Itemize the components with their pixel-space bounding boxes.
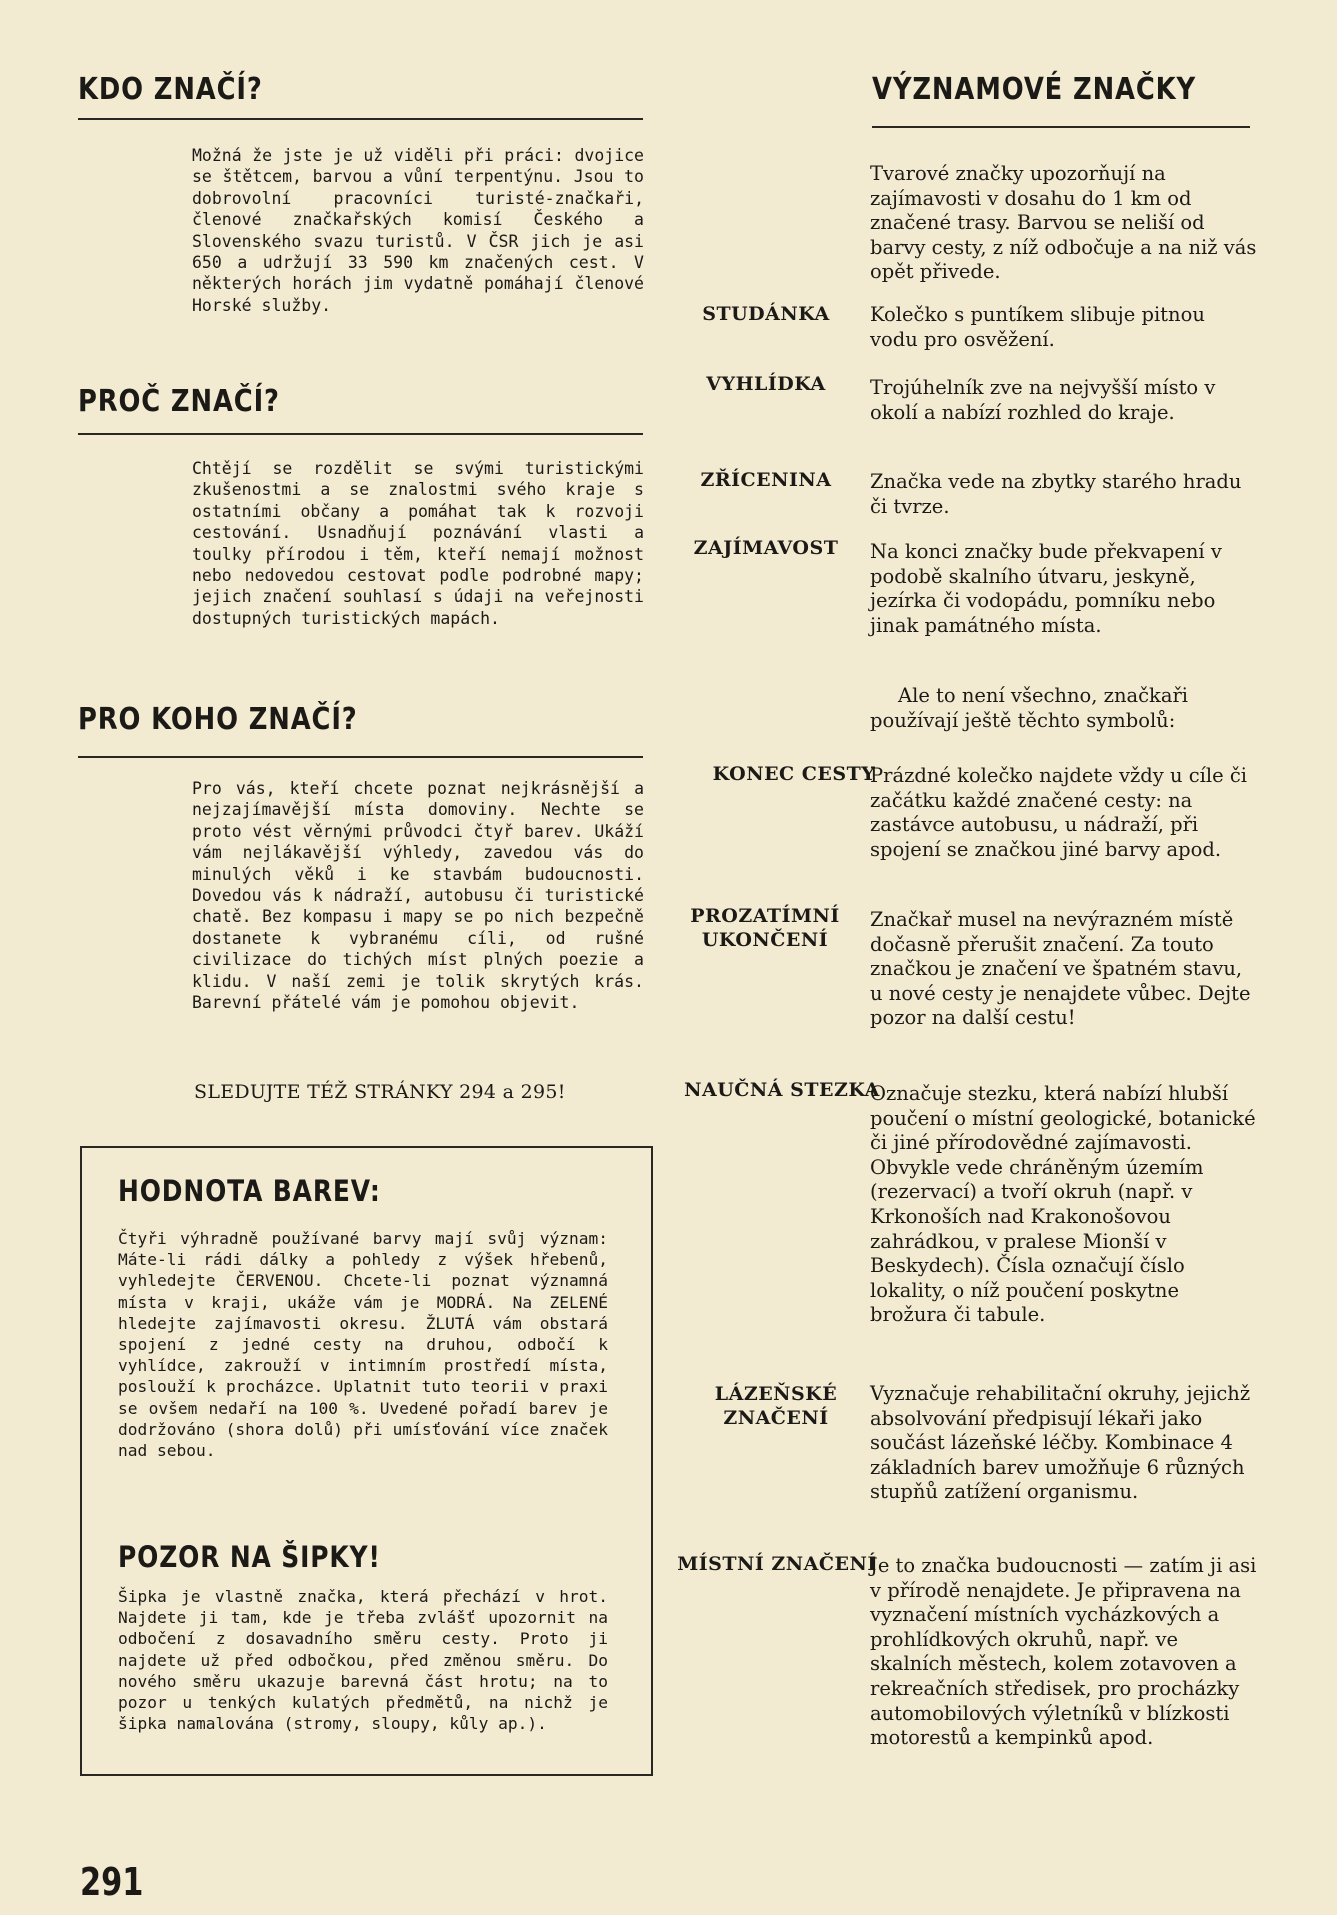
label-konec-cesty: KONEC CESTY [712,763,876,785]
label-lazenske-znaceni: LÁZEŇSKÉ ZNAČENÍ [714,1383,838,1429]
label-prozatimni-ukonceni: PROZATÍMNÍ UKONČENÍ [690,905,840,951]
text-zajimavost: Na konci značky bude překvapení v podobě skalního útvaru, jeskyně, jezírka či vodopádu, pomníku nebo jinak památného místa. [870,540,1222,637]
text-zricenina: Značka vede na zbytky starého hradu či tvrze. [870,470,1242,518]
page-number: 291 [80,1860,144,1904]
label-naucna-stezka: NAUČNÁ STEZKA [684,1079,880,1101]
text-mistni-znaceni: Je to značka budoucnosti — zatím ji asi v přírodě nenajdete. Je připravena na vyznačení místních vycházkových a prohlídkových okruhů, např. ve skalních městech, kolem zotavoven a rekreačních středisek, pro procházky automobilových výletníků v blízkosti motorestů a kempinků apod. [870,1554,1257,1750]
divider [78,433,643,435]
vyznamove-intro: Tvarové značky upozorňují na zajímavosti v dosahu do 1 km od značené trasy. Barvou se neliší od barvy cesty, z níž odbočuje a na niž vás opět přivede. [870,162,1257,284]
heading-pozor-na-sipky: POZOR NA ŠIPKY! [118,1540,381,1574]
text-vyhlidka: Trojúhelník zve na nejvyšší místo v okolí a nabízí rozhled do kraje. [870,376,1216,424]
text-studanka: Kolečko s puntíkem slibuje pitnou vodu pro osvěžení. [870,303,1205,351]
proc-znaci-text: Chtějí se rozdělit se svými turistickými zkušenostmi a se znalostmi svého kraje s ostatními občany a pomáhat tak k rozvoji cestování. Usnadňují poznávání vlasti a toulky přírodou i těm, kteří nemají možnost nebo nedovedou cestovat podle podrobné mapy; jejich značení souhlasí s údaji na veřejnosti dostupných turistických mapách. [192,459,644,628]
text-lazenske-znaceni: Vyznačuje rehabilitační okruhy, jejichž absolvování předpisují lékaři jako součást lázeňské léčby. Kombinace 4 základních barev umožňuje 6 různých stupňů zatížení organismu. [870,1382,1251,1504]
heading-proc-znaci: PROČ ZNAČÍ? [78,384,280,419]
text-konec-cesty: Prázdné kolečko najdete vždy u cíle či začátku každé značené cesty: na zastávce autobusu, u nádraží, při spojení se značkou jiné barvy apod. [870,764,1247,861]
heading-pro-koho-znaci: PRO KOHO ZNAČÍ? [78,702,358,737]
label-studanka: STUDÁNKA [702,303,830,325]
pro-koho-text: Pro vás, kteří chcete poznat nejkrásnější a nejzajímavější místa domoviny. Nechte se proto vést věrnými průvodci čtyř barev. Ukáží vám nejlákavější výhledy, zavedou vás do minulých věků i ke stavbám budoucnosti. Dovedou vás k nádraží, autobusu či turistické chatě. Bez kompasu i mapy se po nich bezpečně dostanete k vybranému cíli, od rušné civilizace do tichých míst plných poezie a klidu. V naší zemi je tolik skrytých krás. Barevní přátelé vám je pomohou objevit. [192,779,644,1013]
symbols-intro: Ale to není všechno, značkaři používají ještě těchto symbolů: [870,684,1189,732]
label-mistni-znaceni: MÍSTNÍ ZNAČENÍ [677,1553,877,1575]
hodnota-barev-text: Čtyři výhradně používané barvy mají svůj význam: Máte-li rádi dálky a pohledy z výšek hřebenů, vyhledejte ČERVENOU. Chcete-li poznat významná místa v kraji, ukáže vám je MODRÁ. Na ZELENÉ hledejte zajímavosti okresu. ŽLUTÁ vám obstará spojení z jedné cesty na druhou, odbočí k vyhlídce, zakrouží v intimním prostředí místa, poslouží k procházce. Uplatnit tuto teorii v praxi se ovšem nedaří na 100 %. Uvedené pořadí barev je dodržováno (shora dolů) při umísťování více značek nad sebou. [118,1229,608,1461]
label-vyhlidka: VYHLÍDKA [706,373,826,395]
see-also-pages: SLEDUJTE TÉŽ STRÁNKY 294 a 295! [194,1081,566,1103]
label-zricenina: ZŘÍCENINA [700,469,832,491]
pozor-na-sipky-text: Šipka je vlastně značka, která přechází v hrot. Najdete ji tam, kde je třeba zvlášť upozornit na odbočení z dosavadního směru cesty. Proto ji najdete už před odbočkou, před změnou směru. Do nového směru ukazuje barevná část hrotu; na to pozor u tenkých kulatých předmětů, na nichž je šipka namalována (stromy, sloupy, kůly ap.). [118,1587,608,1734]
divider [78,756,643,758]
divider [872,126,1250,128]
heading-vyznamove-znacky: VÝZNAMOVÉ ZNAČKY [872,72,1197,107]
info-box [80,1146,653,1776]
heading-kdo-znaci: KDO ZNAČÍ? [78,72,263,107]
text-naucna-stezka: Označuje stezku, která nabízí hlubší poučení o místní geologické, botanické či jiné přírodovědné zajímavosti. Obvykle vede chráněným územím (rezervací) a tvoří okruh (např. v Krkonoších nad Krakonošovou zahrádkou, v pralese Mionší v Beskydech). Čísla označují číslo lokality, o níž poučení poskytne brožura či tabule. [870,1082,1256,1327]
divider [78,118,643,120]
heading-hodnota-barev: HODNOTA BAREV: [118,1174,381,1208]
label-zajimavost: ZAJÍMAVOST [693,537,839,559]
text-prozatimni-ukonceni: Značkař musel na nevýrazném místě dočasně přerušit značení. Za touto značkou je značení ve špatném stavu, u nové cesty je nenajdete vůbec. Dejte pozor na další cestu! [870,908,1251,1030]
kdo-znaci-text: Možná že jste je už viděli při práci: dvojice se štětcem, barvou a vůní terpentýnu. Jsou to dobrovolní pracovníci turisté-značkaři, členové značkařských komisí Českého a Slovenského svazu turistů. V ČSR jich je asi 650 a udržují 33 590 km značených cest. V některých horách jim vydatně pomáhají členové Horské služby. [192,146,644,315]
